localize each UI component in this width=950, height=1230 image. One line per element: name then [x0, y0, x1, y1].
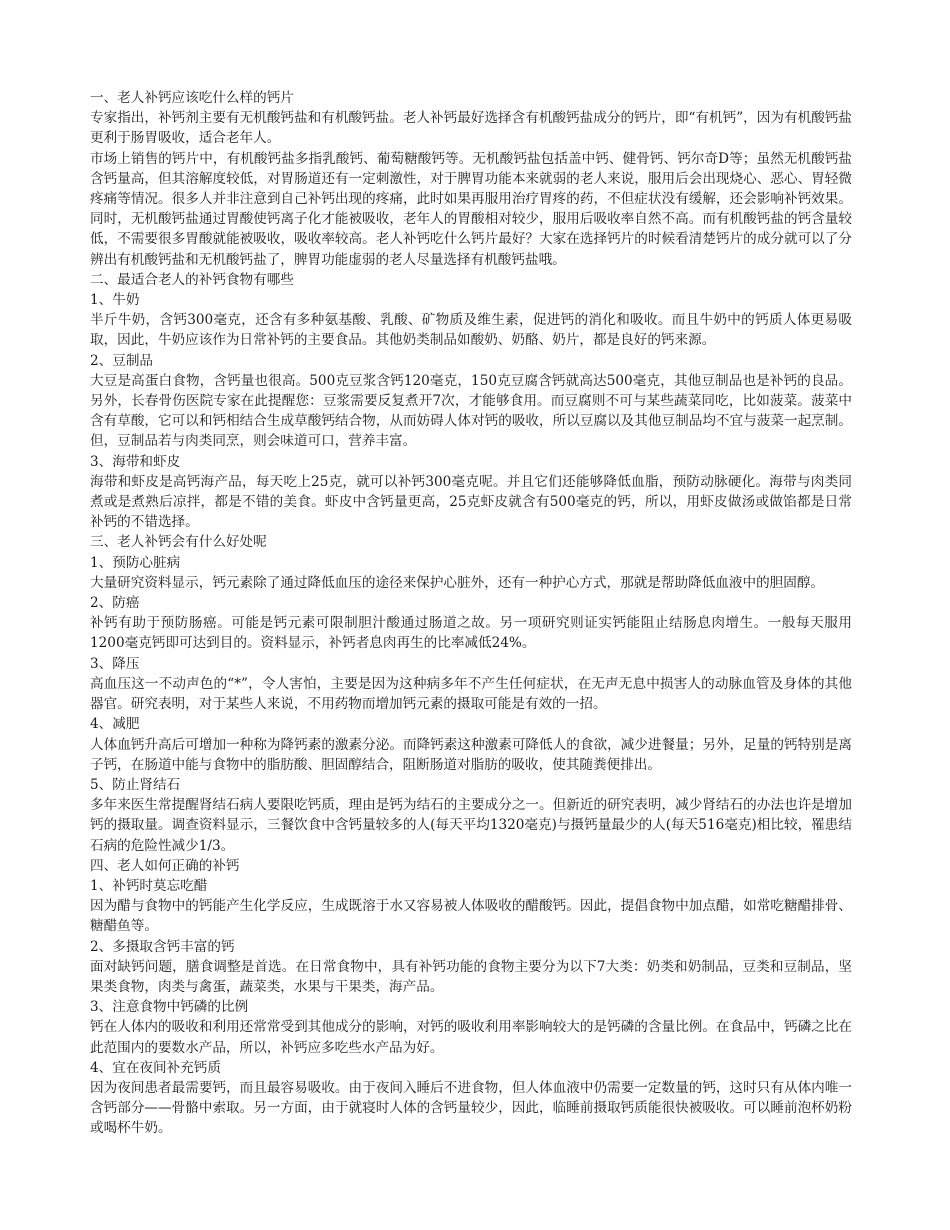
paragraph: 补钙有助于预防肠癌。可能是钙元素可限制胆汁酸通过肠道之故。另一项研究则证实钙能阻止结肠息肉增生。一般每天服用1200毫克钙即可达到目的。资料显示，补钙者息肉再生的比率减低24%。	[90, 615, 852, 652]
paragraph: 海带和虾皮是高钙海产品，每天吃上25克，就可以补钙300毫克呢。并且它们还能够降低血脂，预防动脉硬化。海带与肉类同煮或是煮熟后凉拌，都是不错的美食。虾皮中含钙量更高，25克虾皮就含有500毫克的钙，所以，用虾皮做汤或做馅都是日常补钙的不错选择。	[90, 473, 852, 531]
paragraph: 因为醋与食物中的钙能产生化学反应，生成既溶于水又容易被人体吸收的醋酸钙。因此，提倡食物中加点醋，如常吃糖醋排骨、糖醋鱼等。	[90, 898, 852, 935]
paragraph: 市场上销售的钙片中，有机酸钙盐多指乳酸钙、葡萄糖酸钙等。无机酸钙盐包括盖中钙、健骨钙、钙尔奇D等；虽然无机酸钙盐含钙量高，但其溶解度较低，对胃肠道还有一定刺激性，对于脾胃功能本来就弱的老人来说，服用后会出现烧心、恶心、胃轻微疼痛等情况。很多人并非注意到自己补钙出现的疼痛，此时如果再服用治疗胃疼的药，不但症状没有缓解，还会影响补钙效果。同时，无机酸钙盐通过胃酸使钙离子化才能被吸收，老年人的胃酸相对较少，服用后吸收率自然不高。而有机酸钙盐的钙含量较低，不需要很多胃酸就能被吸收，吸收率较高。老人补钙吃什么钙片最好？大家在选择钙片的时候看清楚钙片的成分就可以了分辨出有机酸钙盐和无机酸钙盐了，脾胃功能虚弱的老人尽量选择有机酸钙盐哦。	[90, 150, 852, 268]
paragraph: 面对缺钙问题，膳食调整是首选。在日常食物中，具有补钙功能的食物主要分为以下7大类：奶类和奶制品，豆类和豆制品，坚果类食物，肉类与禽蛋，蔬菜类，水果与干果类，海产品。	[90, 958, 852, 995]
paragraph: 大豆是高蛋白食物，含钙量也很高。500克豆浆含钙120毫克，150克豆腐含钙就高达500毫克，其他豆制品也是补钙的良品。另外，长春骨伤医院专家在此提醒您：豆浆需要反复煮开7次，才能够食用。而豆腐则不可与某些蔬菜同吃，比如菠菜。菠菜中含有草酸，它可以和钙相结合生成草酸钙结合物，从而妨碍人体对钙的吸收，所以豆腐以及其他豆制品均不宜与菠菜一起烹制。但，豆制品若与肉类同烹，则会味道可口，营养丰富。	[90, 372, 852, 450]
subheading: 2、防癌	[90, 595, 140, 612]
subheading: 1、牛奶	[90, 292, 140, 309]
paragraph: 因为夜间患者最需要钙，而且最容易吸收。由于夜间入睡后不进食物，但人体血液中仍需要一定数量的钙，这时只有从体内唯一含钙部分——骨骼中索取。另一方面，由于就寝时人体的含钙量较少，因此，临睡前摄取钙质能很快被吸收。可以睡前泡杯奶粉或喝杯牛奶。	[90, 1079, 852, 1137]
section-heading-2: 二、最适合老人的补钙食物有哪些	[90, 271, 294, 288]
paragraph: 人体血钙升高后可增加一种称为降钙素的激素分泌。而降钙素这种激素可降低人的食欲，减少进餐量；另外，足量的钙特别是离子钙，在肠道中能与食物中的脂肪酸、胆固醇结合，阻断肠道对脂肪的吸收，使其随粪便排出。	[90, 736, 852, 773]
paragraph: 多年来医生常提醒肾结石病人要限吃钙质，理由是钙为结石的主要成分之一。但新近的研究表明，减少肾结石的办法也许是增加钙的摄取量。调查资料显示，三餐饮食中含钙量较多的人(每天平均1320毫克)与摄钙量最少的人(每天516毫克)相比较，罹患结石病的危险性减少1/3。	[90, 797, 852, 854]
paragraph: 半斤牛奶，含钙300毫克，还含有多种氨基酸、乳酸、矿物质及维生素，促进钙的消化和吸收。而且牛奶中的钙质人体更易吸取，因此，牛奶应该作为日常补钙的主要食品。其他奶类制品如酸奶、奶酪、奶片，都是良好的钙来源。	[90, 312, 852, 349]
subheading: 1、预防心脏病	[90, 554, 181, 571]
subheading: 4、减肥	[90, 716, 140, 733]
paragraph: 专家指出，补钙剂主要有无机酸钙盐和有机酸钙盐。老人补钙最好选择含有机酸钙盐成分的钙片，即“有机钙”，因为有机酸钙盐更利于肠胃吸收，适合老年人。	[90, 110, 852, 147]
document-body	[90, 88, 852, 1139]
subheading: 3、海带和虾皮	[90, 453, 181, 470]
subheading: 4、宜在夜间补充钙质	[90, 1059, 221, 1076]
subheading: 3、注意食物中钙磷的比例	[90, 999, 249, 1016]
subheading: 1、补钙时莫忘吃醋	[90, 877, 208, 894]
paragraph: 钙在人体内的吸收和利用还常常受到其他成分的影响，对钙的吸收利用率影响较大的是钙磷的含量比例。在食品中，钙磷之比在此范围内的要数水产品，所以，补钙应多吃些水产品为好。	[90, 1019, 852, 1056]
section-heading-4: 四、老人如何正确的补钙	[90, 857, 240, 874]
subheading: 5、防止肾结石	[90, 776, 181, 793]
section-heading-3: 三、老人补钙会有什么好处呢	[90, 534, 267, 551]
subheading: 2、豆制品	[90, 352, 154, 369]
paragraph: 大量研究资料显示，钙元素除了通过降低血压的途径来保护心脏外，还有一种护心方式，那就是帮助降低血液中的胆固醇。	[90, 574, 825, 591]
paragraph: 高血压这一不动声色的“*”，令人害怕，主要是因为这种病多年不产生任何症状，在无声无息中损害人的动脉血管及身体的其他器官。研究表明，对于某些人来说，不用药物而增加钙元素的摄取可能是有效的一招。	[90, 675, 852, 713]
subheading: 3、降压	[90, 655, 140, 672]
section-heading-1: 一、老人补钙应该吃什么样的钙片	[90, 90, 294, 106]
subheading: 2、多摄取含钙丰富的钙	[90, 938, 235, 955]
